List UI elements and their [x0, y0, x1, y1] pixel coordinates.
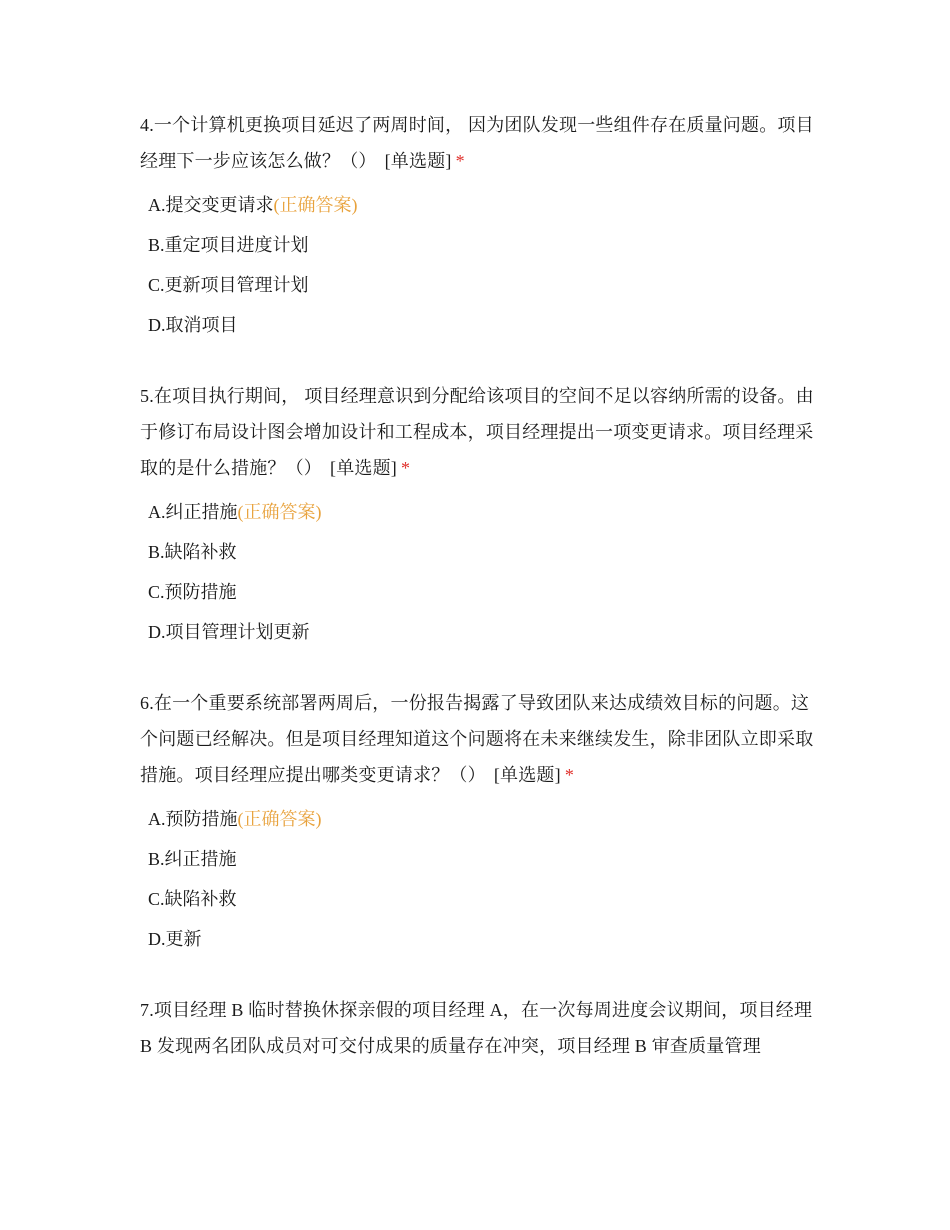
question-5	[140, 378, 815, 652]
question-text: 在一个重要系统部署两周后，一份报告揭露了导致团队来达成绩效目标的问题。这个问题已经解决。但是项目经理知道这个问题将在未来继续发生，除非团队立即采取措施。项目经理应提出哪类变更请求？（）	[140, 693, 814, 785]
question-number: 7.	[140, 1000, 154, 1020]
correct-answer-tag: (正确答案)	[237, 502, 322, 522]
question-number: 5.	[140, 386, 154, 406]
required-mark: *	[401, 458, 411, 478]
option-text: B.缺陷补救	[148, 542, 237, 562]
option-c	[148, 879, 815, 919]
option-a	[148, 799, 815, 839]
option-b	[148, 839, 815, 879]
question-number: 6.	[140, 693, 154, 713]
question-text: 项目经理 B 临时替换休探亲假的项目经理 A，在一次每周进度会议期间，项目经理 B 发现两名团队成员对可交付成果的质量存在冲突，项目经理 B 审查质量管理	[140, 1000, 813, 1056]
option-b	[148, 532, 815, 572]
correct-answer-tag: (正确答案)	[273, 195, 358, 215]
question-6	[140, 685, 815, 959]
option-c	[148, 572, 815, 612]
option-d	[148, 919, 815, 959]
option-text: B.纠正措施	[148, 849, 237, 869]
required-mark: *	[564, 765, 575, 785]
required-mark: *	[455, 151, 465, 171]
question-4	[140, 107, 815, 345]
option-a	[148, 185, 815, 225]
question-stem	[140, 378, 815, 486]
question-stem	[140, 685, 815, 793]
question-type-label: [单选题]	[330, 458, 397, 478]
question-7	[140, 992, 815, 1064]
option-text: A.纠正措施	[148, 502, 238, 522]
option-list	[140, 799, 815, 959]
question-number: 4.	[140, 115, 154, 135]
option-text: C.更新项目管理计划	[148, 275, 309, 295]
option-a	[148, 492, 815, 532]
correct-answer-tag: (正确答案)	[237, 809, 322, 829]
option-text: D.取消项目	[148, 315, 238, 335]
option-text: B.重定项目进度计划	[148, 235, 309, 255]
option-text: D.更新	[148, 929, 202, 949]
question-type-label: [单选题]	[384, 151, 452, 171]
option-list	[140, 185, 815, 345]
option-text: D.项目管理计划更新	[148, 622, 310, 642]
question-text: 一个计算机更换项目延迟了两周时间， 因为团队发现一些组件存在质量问题。项目经理下一步应该怎么做？（）	[140, 115, 814, 171]
option-d	[148, 305, 815, 345]
option-text: A.预防措施	[148, 809, 238, 829]
option-text: C.预防措施	[148, 582, 237, 602]
question-stem	[140, 107, 815, 179]
option-d	[148, 612, 815, 652]
question-text: 在项目执行期间， 项目经理意识到分配给该项目的空间不足以容纳所需的设备。由于修订布局设计图会增加设计和工程成本，项目经理提出一项变更请求。项目经理采取的是什么措施？（）	[140, 386, 814, 478]
option-list	[140, 492, 815, 652]
option-text: C.缺陷补救	[148, 889, 237, 909]
question-type-label: [单选题]	[493, 765, 561, 785]
option-c	[148, 265, 815, 305]
document-page	[140, 107, 815, 1097]
question-stem	[140, 992, 815, 1064]
option-text: A.提交变更请求	[148, 195, 274, 215]
option-b	[148, 225, 815, 265]
